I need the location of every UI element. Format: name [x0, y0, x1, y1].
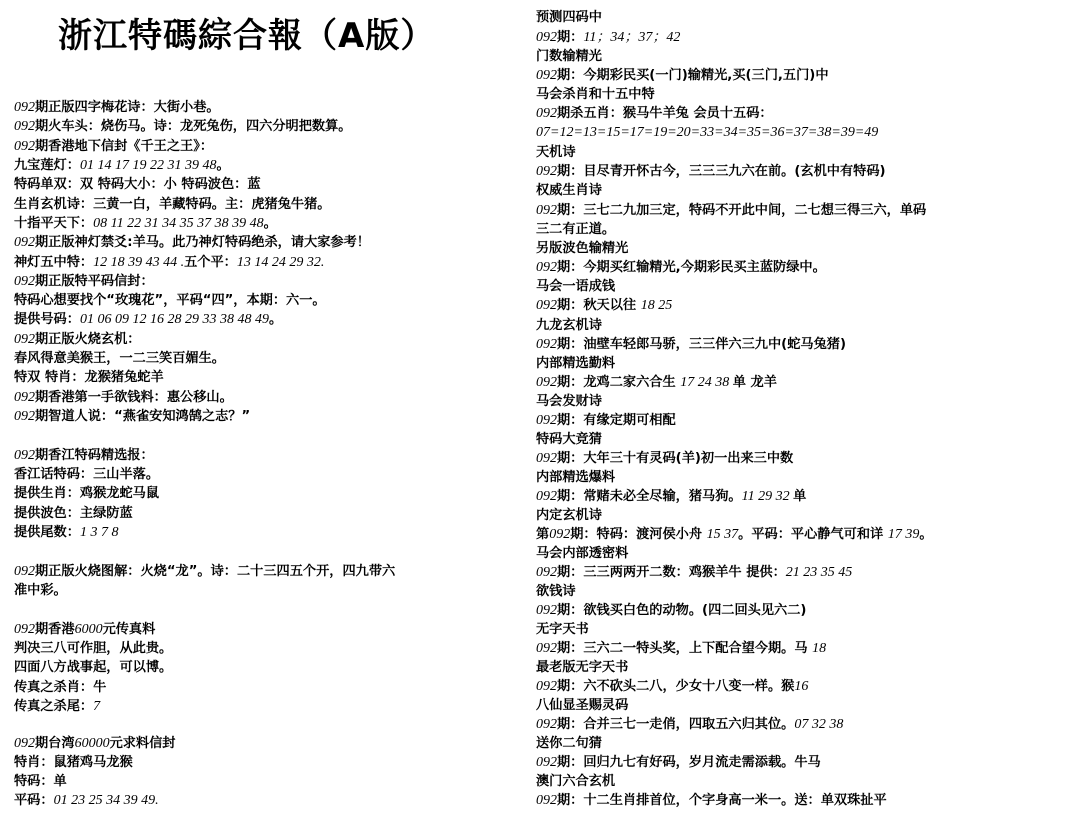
- left-text-line: 提供号码：01 06 09 12 16 28 29 33 38 48 49。: [14, 312, 283, 327]
- right-text-line: 无字天书: [536, 622, 589, 637]
- left-text-line: 092期香江特码精选报：: [14, 448, 154, 463]
- left-text-line: 092期正版火烧图解：火烧“龙”。诗：二十三四五个开，四九带六: [14, 564, 396, 579]
- right-text-line: 092期：油壁车轻郎马骄，三三伴六三九中(蛇马兔猪): [536, 337, 846, 352]
- right-text-line: 特码大竞猜: [536, 432, 602, 447]
- left-text-line: 特码心想要找个“玫瑰花”，平码“四”，本期：六一。: [14, 293, 326, 308]
- right-text-line: 马会杀肖和十五中特: [536, 87, 655, 102]
- right-text-line: 另版波色输精光: [536, 241, 629, 256]
- left-text-line: 特肖：鼠猪鸡马龙猴: [14, 755, 133, 770]
- left-text-line: 平码：01 23 25 34 39 49.: [14, 793, 159, 808]
- left-text-line: 提供尾数：1 3 7 8: [14, 525, 119, 540]
- right-text-line: 内部精选爆料: [536, 470, 616, 485]
- left-text-line: 092期正版特平码信封：: [14, 274, 154, 289]
- right-text-line: 预测四码中: [536, 10, 602, 25]
- right-text-line: 092期：大年三十有灵码(羊)初一出来三中数: [536, 451, 794, 466]
- right-text-line: 092期：合并三七一走俏，四取五六归其位。07 32 38: [536, 717, 844, 732]
- right-text-line: 092期：龙鸡二家六合生 17 24 38 单 龙羊: [536, 375, 777, 390]
- right-text-line: 092期：常赌未必全尽输，猪马狗。11 29 32 单: [536, 489, 807, 504]
- right-text-line: 马会发财诗: [536, 394, 602, 409]
- left-text-line: 092期香港第一手欲钱料：惠公移山。: [14, 390, 233, 405]
- right-text-line: 092期：欲钱买白色的动物。(四二回头见六二): [536, 603, 807, 618]
- right-text-line: 内定玄机诗: [536, 508, 602, 523]
- right-text-line: 第092期：特码：渡河侯小舟 15 37。平码：平心静气可和详 17 39。: [536, 527, 933, 542]
- right-text-line: 送你二句猜: [536, 736, 602, 751]
- left-text-line: 特码：单: [14, 774, 67, 789]
- right-text-line: 澳门六合玄机: [536, 774, 616, 789]
- right-text-line: 092期：回归九七有好码，岁月流走需添载。牛马: [536, 755, 821, 770]
- left-text-line: 092期台湾60000元求料信封: [14, 736, 176, 751]
- right-text-line: 092期：有缘定期可相配: [536, 413, 676, 428]
- left-text-line: 092期正版神灯禁爻:羊马。此乃神灯特码绝杀，请大家参考！: [14, 235, 370, 250]
- right-text-line: 092期：目尽青开怀古今，三三三九六在前。(玄机中有特码): [536, 164, 886, 179]
- left-text-line: 092期正版四字梅花诗：大街小巷。: [14, 100, 220, 115]
- page-title: 浙江特碼綜合報（A版）: [58, 16, 436, 56]
- left-text-line: 春风得意美猴王，一二三笑百媚生。: [14, 351, 225, 366]
- right-text-line: 092期：三三两两开二数：鸡猴羊牛 提供：21 23 35 45: [536, 565, 853, 580]
- left-text-line: 生肖玄机诗：三黄一白，羊藏特码。主：虎猪兔牛猪。: [14, 197, 331, 212]
- left-text-line: 092期火车头：烧伤马。诗：龙死兔伤，四六分明把数算。: [14, 119, 352, 134]
- left-text-line: 传真之杀肖：牛: [14, 680, 107, 695]
- right-text-line: 092期：六不砍头二八，少女十八变一样。猴16: [536, 679, 809, 694]
- left-text-line: 提供波色：主绿防蓝: [14, 506, 133, 521]
- right-text-line: 最老版无字天书: [536, 660, 629, 675]
- right-text-line: 092期：秋天以往 18 25: [536, 298, 673, 313]
- right-text-line: 092期：三七二九加三定，特码不开此中间，二七想三得三六，单码: [536, 203, 927, 218]
- left-text-line: 传真之杀尾：7: [14, 699, 101, 714]
- right-text-line: 092期：今期彩民买(一门)输精光,买(三门,五门)中: [536, 68, 829, 83]
- right-text-line: 权威生肖诗: [536, 183, 602, 198]
- left-text-line: 四面八方战事起，可以博。: [14, 660, 173, 675]
- right-text-line: 092期：11；34；37；42: [536, 30, 681, 45]
- right-text-line: 马会一语成钱: [536, 279, 616, 294]
- right-text-line: 三二有正道。: [536, 222, 616, 237]
- right-text-line: 内部精选勤料: [536, 356, 616, 371]
- left-text-line: 特双 特肖：龙猴猪兔蛇羊: [14, 370, 164, 385]
- right-text-line: 092期：十二生肖排首位，个字身高一米一。送：单双珠扯平: [536, 793, 887, 808]
- left-text-line: 092期智道人说：“燕雀安知鸿鹄之志？”: [14, 409, 251, 424]
- left-text-line: 判决三八可作胆，从此贵。: [14, 641, 173, 656]
- left-text-line: 十指平天下：08 11 22 31 34 35 37 38 39 48。: [14, 216, 277, 231]
- left-text-line: 092期香港6000元传真料: [14, 622, 156, 637]
- left-text-line: 特码单双：双 特码大小：小 特码波色：蓝: [14, 177, 261, 192]
- left-text-line: 神灯五中特：12 18 39 43 44 .五个平：13 14 24 29 32.: [14, 255, 325, 270]
- right-text-line: 092期：今期买红输精光,今期彩民买主蓝防绿中。: [536, 260, 826, 275]
- right-text-line: 八仙显圣赐灵码: [536, 698, 629, 713]
- left-text-line: 准中彩。: [14, 583, 67, 598]
- left-text-line: 香江话特码：三山半落。: [14, 467, 160, 482]
- right-text-line: 07=12=13=15=17=19=20=33=34=35=36=37=38=39=49: [536, 125, 879, 140]
- right-text-line: 门数输精光: [536, 49, 602, 64]
- left-text-line: 九宝莲灯：01 14 17 19 22 31 39 48。: [14, 158, 230, 173]
- right-text-line: 092期：三六二一特头奖，上下配合望今期。马 18: [536, 641, 827, 656]
- left-text-line: 提供生肖：鸡猴龙蛇马鼠: [14, 486, 160, 501]
- right-text-line: 马会内部透密料: [536, 546, 629, 561]
- right-text-line: 欲钱诗: [536, 584, 576, 599]
- right-text-line: 092期杀五肖：猴马牛羊兔 会员十五码：: [536, 106, 773, 121]
- left-text-line: 092期香港地下信封《千王之王》：: [14, 139, 214, 154]
- right-text-line: 天机诗: [536, 145, 576, 160]
- right-text-line: 九龙玄机诗: [536, 318, 602, 333]
- left-text-line: 092期正版火烧玄机：: [14, 332, 141, 347]
